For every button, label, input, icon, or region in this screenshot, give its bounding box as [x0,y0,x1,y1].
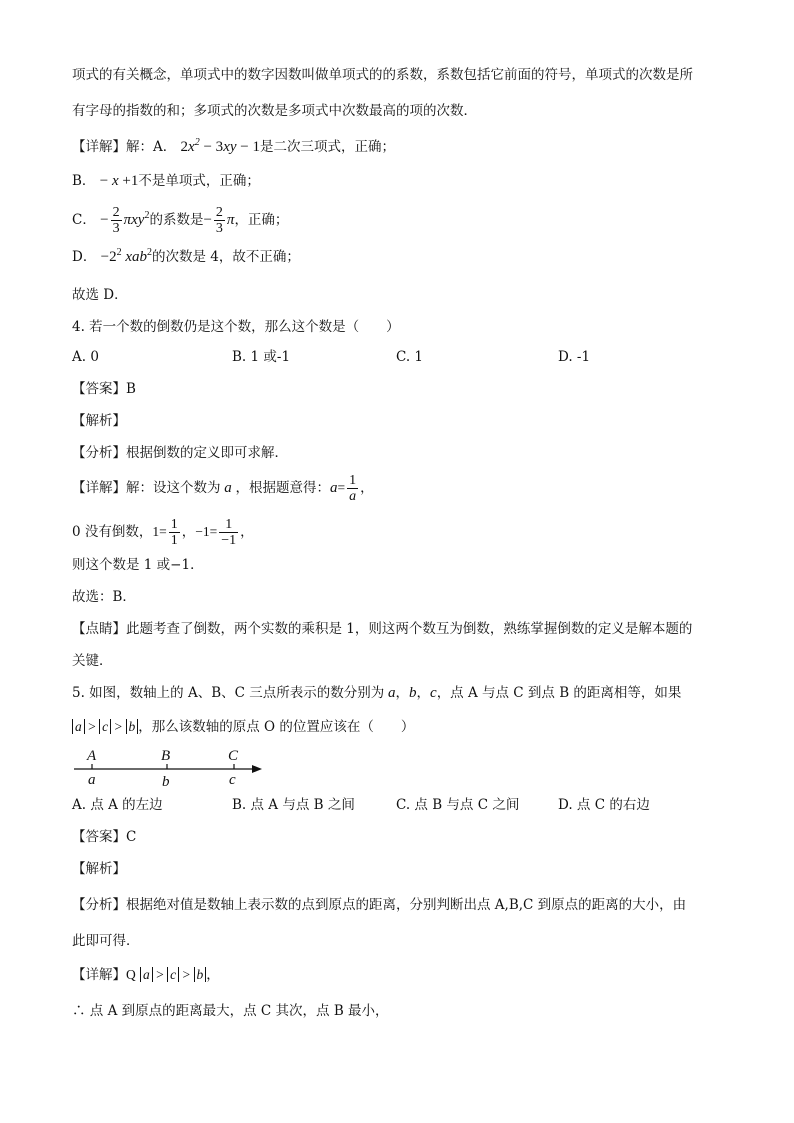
value-label-b: b [162,774,170,788]
value-label-c: c [229,772,236,788]
point-label-b: B [161,748,171,764]
fraction-one-over-minus-one: $\frac{1}{-1}$ [221,517,237,548]
q4-option-a: A. 0 [72,349,99,365]
expression-a: $2x^2 - 3xy - 1$ [180,137,260,155]
q4-dianjing: 【点睛】此题考查了倒数，两个实数的乘积是 1，则这两个数互为倒数，熟练掌握倒数的定义是解本题的 [72,621,693,637]
q5-option-d: D. 点 C 的右边 [558,797,650,813]
expression-b: − x +1 [99,173,139,189]
q4-analysis-heading: 【解析】 [72,413,126,429]
detail-tag: 【详解】 [72,139,126,155]
q4-stem: 4. 若一个数的倒数仍是这个数，那么这个数是（ ） [72,319,400,335]
axis-arrow [252,765,262,773]
q4-detail: 【详解】解：设这个数为 a ，根据题意得：a= $\frac{1}{a}$ ， [72,473,374,504]
q3-option-a-line: 【详解】解：A． $2x^2 - 3xy - 1$是二次三项式，正确； [72,137,395,155]
q5-option-c: C. 点 B 与点 C 之间 [396,797,520,813]
q4-option-c: C. 1 [396,349,424,365]
q4-answer: 【答案】B [72,381,136,397]
value-label-a: a [88,772,96,788]
q3-option-d-line: D． $-2^2$ xab$^2$的次数是 4，故不正确； [72,247,300,265]
q4-options [72,348,722,366]
q5-options [72,796,722,814]
q5-conclusion: ∴ 点 A 到原点的距离最大，点 C 其次，点 B 最小， [72,1003,389,1019]
q5-detail: 【详解】Q a > c > b ， [72,967,220,983]
q5-answer: 【答案】C [72,829,137,845]
number-line-figure [72,742,272,788]
expression-d: $-2^2$ xab$^2$ [100,247,153,265]
q4-zero-line: 0 没有倒数，1= $\frac{1}{1}$ ，−1= $\frac{1}{-1}$ ， [72,517,254,548]
intro-line-1: 项式的有关概念，单项式中的数字因数叫做单项式的的系数，系数包括它前面的符号，单项式的次数是所 [72,67,693,83]
q4-option-d: D. -1 [558,349,591,365]
point-label-c: C [228,748,239,764]
q5-stem-line-2: a > c > b ，那么该数轴的原点 O 的位置应该在（ ） [72,718,414,736]
q4-option-b: B. 1 或-1 [232,349,291,365]
point-label-a: A [87,748,97,764]
q5-option-b: B. 点 A 与点 B 之间 [232,797,355,813]
intro-line-2: 有字母的指数的和；多项式的次数是多项式中次数最高的项的次数． [72,103,477,119]
q4-dianjing-cont: 关键． [72,653,113,669]
q3-option-c-line: C． − $\frac{2}{3}$ πxy$^2$的系数是− $\frac{2}{3}$ π，正确； [72,205,289,236]
fraction-one-over-one: $\frac{1}{1}$ [170,517,178,548]
fraction-two-thirds-coefficient: $\frac{2}{3}$ [215,205,223,236]
fraction-two-thirds: $\frac{2}{3}$ [112,205,120,236]
fraction-one-over-a: $\frac{1}{a}$ [349,473,357,504]
q5-option-a: A. 点 A 的左边 [72,797,163,813]
q5-analysis-heading: 【解析】 [72,861,126,877]
q4-choice: 故选：B． [72,589,136,605]
q5-stem-line-1: 5. 如图，数轴上的 A、B、C 三点所表示的数分别为 a，b，c，点 A 与点 C 到点 B 的距离相等，如果 [72,685,682,701]
q5-fenxi-cont: 此即可得． [72,933,140,949]
q5-fenxi: 【分析】根据绝对值是数轴上表示数的点到原点的距离，分别判断出点 A,B,C 到原点的距离的大小，由 [72,897,687,913]
q4-fenxi: 【分析】根据倒数的定义即可求解． [72,445,288,461]
q4-conclusion: 则这个数是 1 或−1． [72,557,204,573]
q3-option-b-line: B． − x +1不是单项式，正确； [72,173,260,189]
q3-choice: 故选 D． [72,287,128,303]
